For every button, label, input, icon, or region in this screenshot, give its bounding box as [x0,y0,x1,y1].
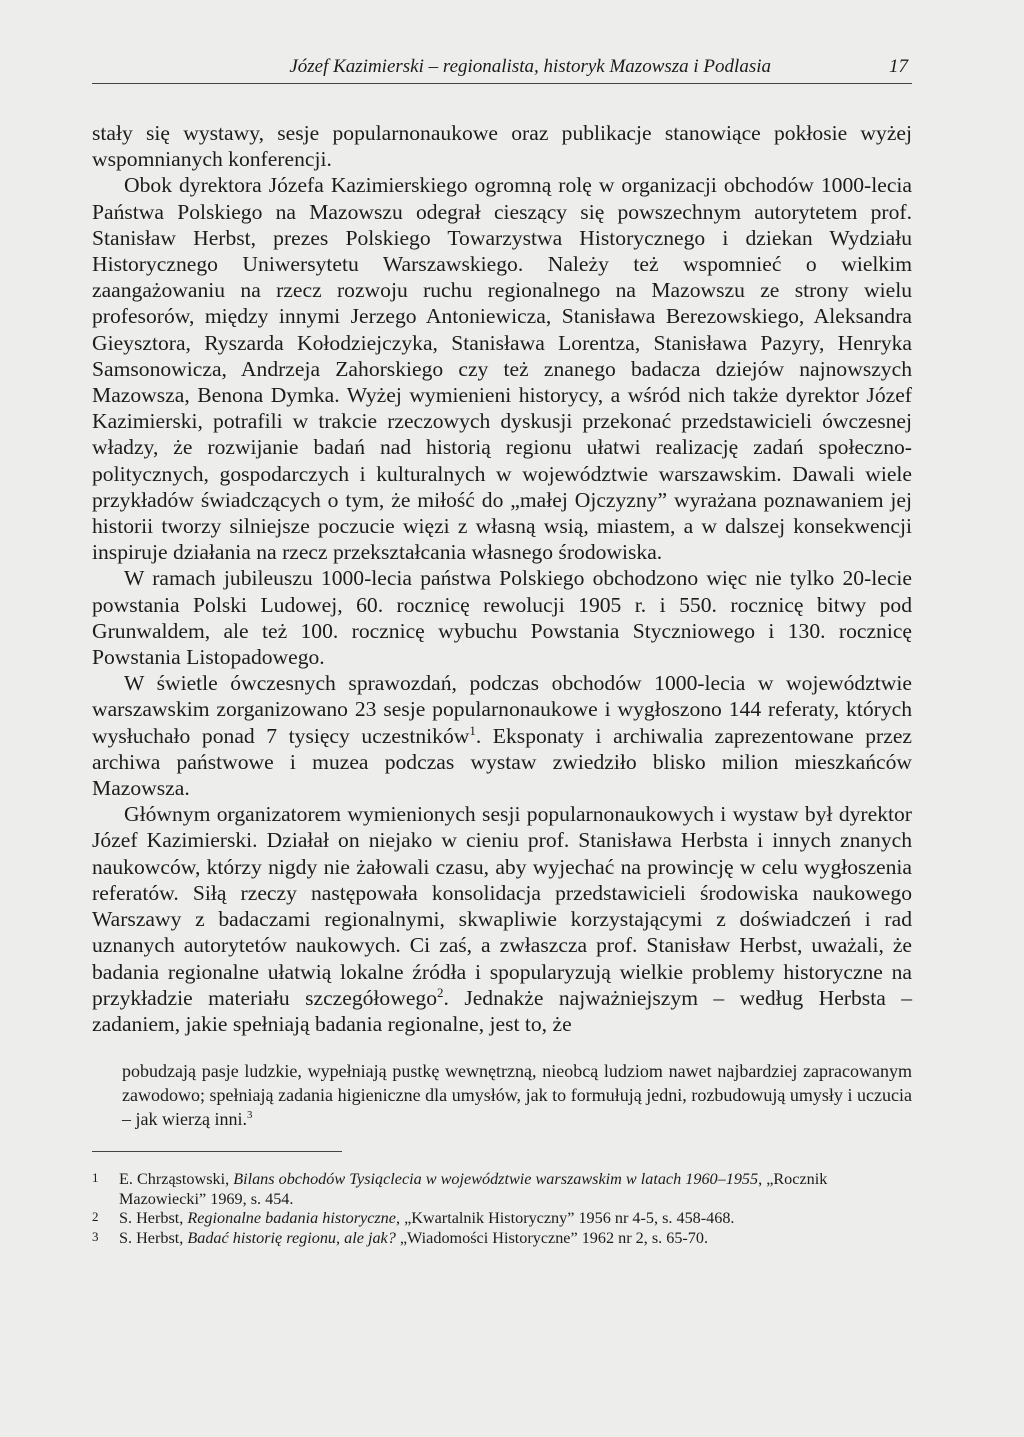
footnote-source: , „Rocznik Mazowiecki” 1969, s. 454. [119,1170,828,1208]
running-title: Józef Kazimierski – regionalista, historyk Mazowsza i Podlasia [289,56,771,77]
block-quote-text: pobudzają pasje ludzkie, wypełniają pustkę wewnętrzną, nieobcą ludziom nawet najbardziej zapracowanym zawodowo; spełniają zadania higieniczne dla umysłów, jak to formułują jedni, rozbudowują umysły i uczucia – jak wierzą inni. [122,1061,912,1130]
page-number: 17 [889,56,908,77]
footnote-3 [92,1229,912,1249]
footnote-title: Badać historię regionu, ale jak? [187,1228,396,1247]
paragraph-3: W ramach jubileuszu 1000-lecia państwa Polskiego obchodzono więc nie tylko 20-lecie powstania Polski Ludowej, 60. rocznicę rewolucji 1905 r. i 550. rocznicę bitwy pod Grunwaldem, ale też 100. rocznicę wybuchu Powstania Styczniowego i 130. rocznicę Powstania Listopadowego. [92,566,912,670]
footnote-author: S. Herbst, [119,1209,188,1228]
paragraph-1: stały się wystawy, sesje popularnonaukowe oraz publikacje stanowiące pokłosie wyżej wspomnianych konferencji. [92,121,912,172]
paragraph-5-text-a: Głównym organizatorem wymienionych sesji popularnonaukowych i wystaw był dyrektor Józef Kazimierski. Działał on niejako w cieniu prof. Stanisława Herbsta i innych znanych naukowców, którzy nigdy nie żałowali czasu, aby wyjechać na prowincję w celu wygłoszenia referatów. Siłą rzeczy następowała konsolidacja przedstawicieli środowiska naukowego Warszawy z badaczami regionalnymi, skwapliwie korzystającymi z doświadczeń i rad uznanych autorytetów naukowych. Ci zaś, a zwłaszcza prof. Stanisław Herbst, uważali, że badania regionalne ułatwią lokalne źródła i spopularyzują wielkie problemy historyczne na przykładzie materiału szczegółowego [92,802,912,1010]
footnote-2 [92,1209,912,1229]
footnote-text [119,1229,912,1249]
footnote-number: 3 [92,1228,99,1244]
footnote-1 [92,1170,912,1209]
footnote-number: 1 [92,1170,99,1186]
footnote-title: Bilans obchodów Tysiąclecia w województwie warszawskim w latach 1960–1955 [233,1170,759,1189]
footnote-number: 2 [92,1209,99,1225]
footnote-source: , „Kwartalnik Historyczny” 1956 nr 4-5, s. 458-468. [395,1209,735,1228]
footnote-author: E. Chrząstowski, [119,1170,234,1189]
footnote-ref-2[interactable]: 2 [437,984,444,1000]
footnote-source: „Wiadomości Historyczne” 1962 nr 2, s. 65-70. [395,1228,709,1247]
footnote-text [119,1209,912,1229]
paragraph-2: Obok dyrektora Józefa Kazimierskiego ogromną rolę w organizacji obchodów 1000-lecia Państwa Polskiego na Mazowszu odegrał cieszący się powszechnym autorytetem prof. Stanisław Herbst, prezes Polskiego Towarzystwa Historycznego i dziekan Wydziału Historycznego Uniwersytetu Warszawskiego. Należy też wspomnieć o wielkim zaangażowaniu na rzecz rozwoju ruchu regionalnego na Mazowszu ze strony wielu profesorów, między innymi Jerzego Antoniewicza, Stanisława Berezowskiego, Aleksandra Gieysztora, Ryszarda Kołodziejczyka, Stanisława Lorentza, Stanisława Pazyry, Henryka Samsonowicza, Andrzeja Zahorskiego czy też znanego badacza dziejów najnowszych Mazowsza, Benona Dymka. Wyżej wymienieni historycy, a wśród nich także dyrektor Józef Kazimierski, potrafili w trakcie rzeczowych dyskusji przekonać przedstawicieli ówczesnej władzy, że rozwijanie badań nad historią regionu ułatwi realizację zadań społeczno-politycznych, gospodarczych i kulturalnych w województwie warszawskim. Dawali wiele przykładów świadczących o tym, że miłość do „małej Ojczyzny” wyrażana poznawaniem jej historii tworzy silniejsze poczucie więzi z własną wsią, miastem, a w dalszej konsekwencji inspiruje działania na rzecz przekształcania własnego środowiska. [92,173,912,565]
footnote-ref-3[interactable]: 3 [246,1109,253,1122]
paragraph-4-text-b: . Eksponaty i archiwalia zaprezentowane przez archiwa państwowe i muzea podczas wystaw zwiedziło blisko milion mieszkańców Mazowsza. [92,723,912,801]
main-text [92,120,912,1037]
paragraph-5 [92,801,912,1037]
running-header [92,56,912,84]
paragraph-4-text-a: W świetle ówczesnych sprawozdań, podczas obchodów 1000-lecia w województwie warszawskim zorganizowano 23 sesje popularnonaukowe i wygłoszono 144 referaty, których wysłuchało ponad 7 tysięcy uczestników [92,671,912,748]
footnote-author: S. Herbst, [119,1228,188,1247]
block-quote [122,1059,912,1131]
book-page [92,56,912,1248]
footnote-ref-1[interactable]: 1 [469,722,476,738]
paragraph-5-text-b: . Jednakże najważniejszym – według Herbsta – zadaniem, jakie spełniają badania regionalne, jest to, że [92,985,913,1036]
footnote-title: Regionalne badania historyczne [187,1209,396,1228]
footnotes [92,1170,912,1248]
footnote-separator [92,1151,342,1152]
footnote-text [119,1170,912,1209]
paragraph-4 [92,670,912,801]
